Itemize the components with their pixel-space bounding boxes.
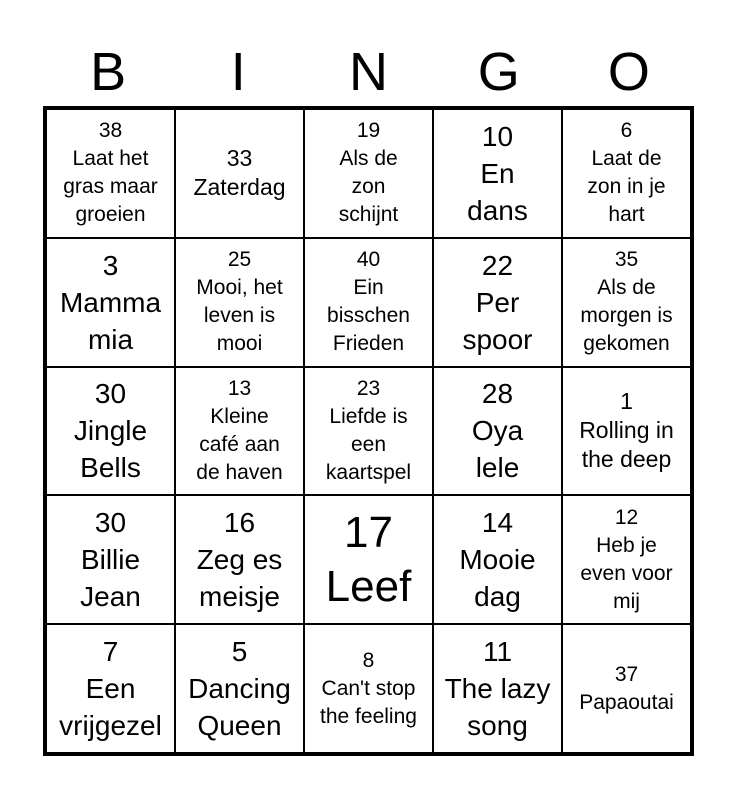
bingo-cell[interactable]: 13 Kleine café aan de haven [175,367,304,496]
bingo-cell[interactable]: 25 Mooi, het leven is mooi [175,238,304,367]
bingo-cell[interactable]: 37 Papaoutai [562,624,691,753]
bingo-cell[interactable]: 23 Liefde is een kaartspel [304,367,433,496]
header-letter-i: I [230,42,246,102]
header-letter-b: B [90,42,127,102]
bingo-cell[interactable]: 19 Als de zon schijnt [304,109,433,238]
bingo-grid [43,106,694,756]
bingo-cell[interactable]: 33 Zaterdag [175,109,304,238]
bingo-cell[interactable]: 35 Als de morgen is gekomen [562,238,691,367]
bingo-cell[interactable]: 14 Mooie dag [433,495,562,624]
bingo-cell[interactable]: 28 Oya lele [433,367,562,496]
bingo-cell[interactable]: 7 Een vrijgezel [46,624,175,753]
bingo-cell[interactable]: 12 Heb je even voor mij [562,495,691,624]
bingo-cell[interactable]: 17 Leef [304,495,433,624]
bingo-cell[interactable]: 30 Jingle Bells [46,367,175,496]
bingo-cell[interactable]: 8 Can't stop the feeling [304,624,433,753]
bingo-header [43,38,694,106]
bingo-cell[interactable]: 5 Dancing Queen [175,624,304,753]
bingo-cell[interactable]: 6 Laat de zon in je hart [562,109,691,238]
header-letter-n: N [349,42,388,102]
header-letter-o: O [607,42,650,102]
bingo-cell[interactable]: 30 Billie Jean [46,495,175,624]
bingo-cell[interactable]: 16 Zeg es meisje [175,495,304,624]
bingo-cell[interactable]: 1 Rolling in the deep [562,367,691,496]
bingo-cell[interactable]: 38 Laat het gras maar groeien [46,109,175,238]
bingo-cell[interactable]: 40 Ein bisschen Frieden [304,238,433,367]
header-letter-g: G [477,42,520,102]
bingo-cell[interactable]: 11 The lazy song [433,624,562,753]
bingo-cell[interactable]: 3 Mamma mia [46,238,175,367]
bingo-cell[interactable]: 22 Per spoor [433,238,562,367]
bingo-cell[interactable]: 10 En dans [433,109,562,238]
